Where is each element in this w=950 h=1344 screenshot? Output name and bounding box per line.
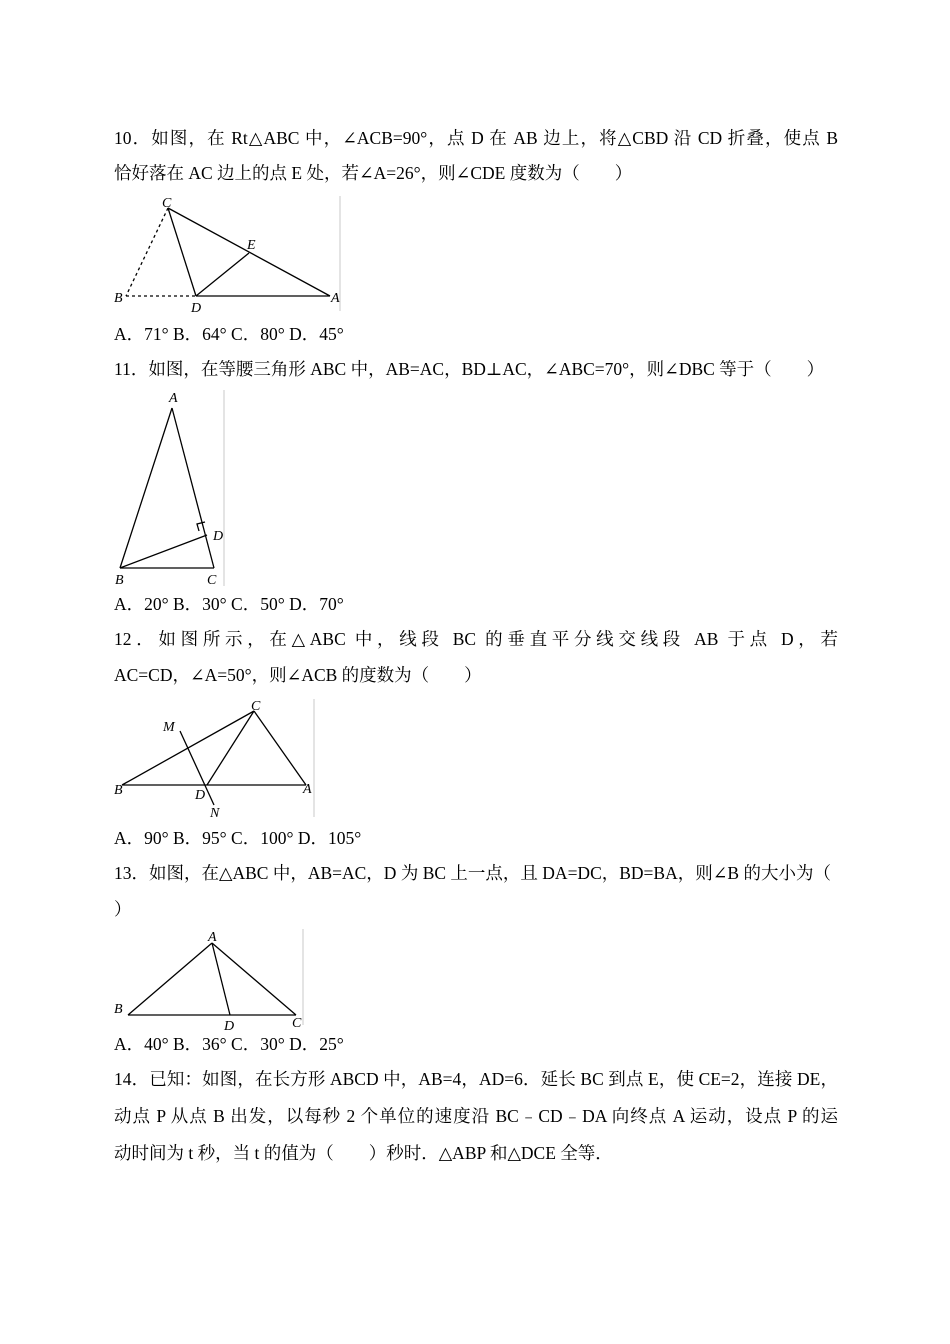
label-A: A [331, 291, 340, 306]
label-M: M [163, 720, 175, 735]
q11-figure [114, 390, 229, 590]
segment-BD [120, 535, 207, 568]
q14-line-3: 动时间为 t 秒，当 t 的值为（ ）秒时．△ABP 和△DCE 全等． [114, 1143, 613, 1163]
q12-line-2: AC=CD，∠A=50°，则∠ACB 的度数为（ ） [114, 665, 482, 685]
label-C: C [251, 699, 261, 714]
q10-line-2: 恰好落在 AC 边上的点 E 处，若∠A=26°，则∠CDE 度数为（ ） [114, 163, 633, 183]
label-C: C [162, 196, 172, 211]
segment-CB [126, 208, 168, 296]
label-A: A [169, 391, 178, 406]
label-D: D [195, 788, 206, 803]
q10-options: A．71° B．64° C．80° D．45° [114, 324, 344, 344]
q13-line-2: ） [114, 899, 132, 919]
label-A: A [208, 930, 217, 945]
segment-AB [128, 943, 212, 1015]
q14-line-1: 14．已知：如图，在长方形 ABCD 中，AB=4，AD=6．延长 BC 到点 E，使 CE=2，连接 DE， [114, 1069, 838, 1089]
label-B: B [114, 783, 123, 798]
q10-line-1: 10．如图，在 Rt△ABC 中，∠ACB=90°，点 D 在 AB 边上，将△CBD 沿 CD 折叠，使点 B [114, 128, 838, 148]
q13-figure [114, 929, 309, 1034]
label-C: C [292, 1016, 302, 1031]
segment-AD [212, 943, 230, 1015]
label-D: D [224, 1019, 235, 1034]
q12-options: A．90° B．95° C．100° D．105° [114, 828, 362, 848]
label-E: E [247, 238, 256, 253]
segment-AC [212, 943, 296, 1015]
label-D: D [191, 301, 202, 316]
q11-options: A．20° B．30° C．50° D．70° [114, 594, 344, 614]
segment-AB [120, 408, 172, 568]
label-A: A [303, 782, 312, 797]
label-B: B [114, 291, 123, 306]
segment-DC [207, 711, 254, 785]
label-N: N [210, 806, 220, 821]
label-B: B [115, 573, 124, 588]
q10-figure [114, 196, 344, 314]
q12-figure [114, 697, 319, 821]
q11-line-1: 11．如图，在等腰三角形 ABC 中，AB=AC，BD⊥AC，∠ABC=70°，则∠DBC 等于（ ） [114, 359, 825, 379]
q13-options: A．40° B．36° C．30° D．25° [114, 1034, 344, 1054]
label-D: D [213, 529, 224, 544]
label-B: B [114, 1002, 123, 1017]
q12-line-1: 12．如图所示，在△ABC 中，线段 BC 的垂直平分线交线段 AB 于点 D，若 [114, 629, 838, 649]
label-C: C [207, 573, 217, 588]
q14-line-2: 动点 P 从点 B 出发，以每秒 2 个单位的速度沿 BC﹣CD﹣DA 向终点 A 运动，设点 P 的运 [114, 1106, 838, 1126]
q13-line-1: 13．如图，在△ABC 中，AB=AC，D 为 BC 上一点，且 DA=DC，BD=BA，则∠B 的大小为（ [114, 863, 831, 883]
segment-CA [254, 711, 306, 785]
segment-DE [196, 253, 249, 296]
segment-AC [172, 408, 214, 568]
